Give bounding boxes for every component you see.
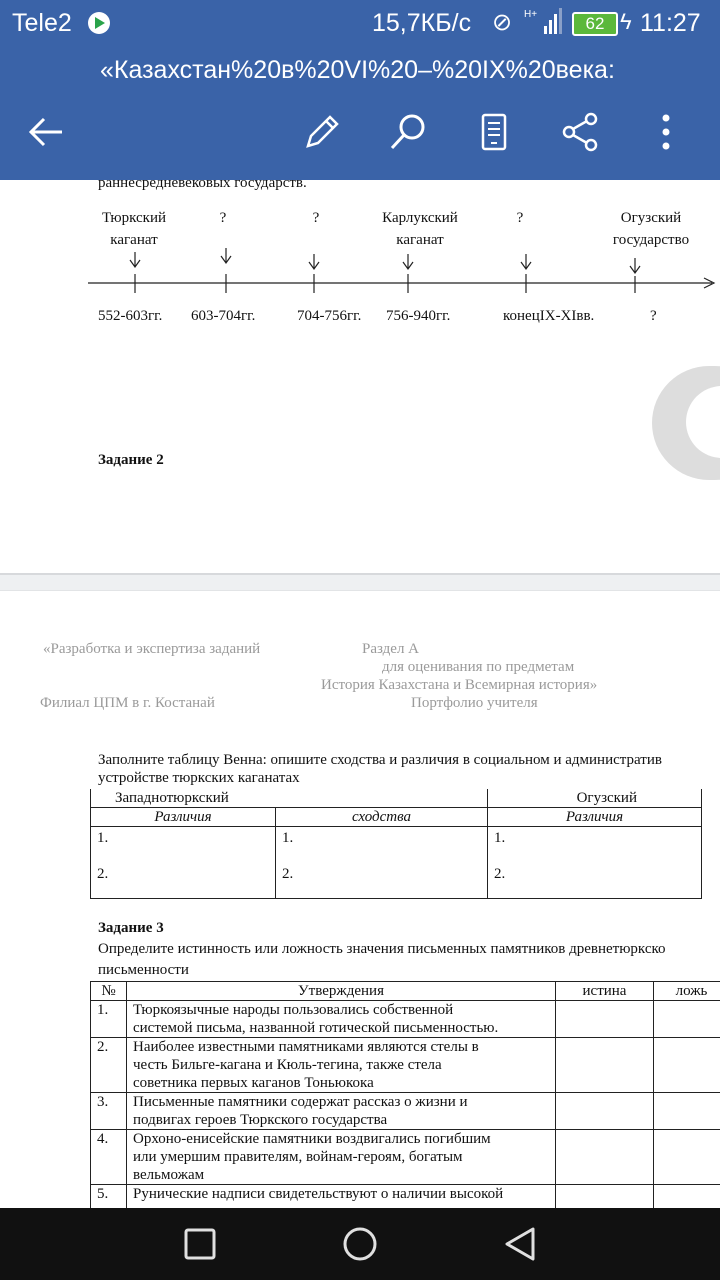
timeline-label: Карлукский каганат bbox=[382, 210, 458, 248]
status-bar bbox=[0, 0, 720, 48]
tf-header: ложь bbox=[654, 982, 720, 1001]
home-circle-icon[interactable] bbox=[340, 1224, 380, 1264]
venn-instructions: Заполните таблицу Венна: опишите сходства и различия в социальном и административ bbox=[98, 752, 662, 768]
back-arrow-icon[interactable] bbox=[24, 110, 68, 154]
true-cell[interactable] bbox=[556, 1093, 654, 1130]
signal-icon bbox=[524, 6, 562, 36]
app-toolbar bbox=[0, 48, 720, 180]
network-speed: 15,7КБ/с bbox=[372, 9, 472, 37]
header-text: Портфолио учителя bbox=[411, 695, 538, 711]
header-text: «Разработка и экспертиза заданий bbox=[43, 641, 261, 657]
true-cell[interactable] bbox=[556, 1130, 654, 1185]
header-text: Раздел А bbox=[362, 641, 420, 657]
document-viewer[interactable] bbox=[0, 180, 720, 1208]
timeline-date: 756-940гг. bbox=[386, 308, 451, 324]
timeline-date: 552-603гг. bbox=[98, 308, 163, 324]
more-vert-icon[interactable] bbox=[644, 110, 688, 154]
header-text: для оценивания по предметам bbox=[382, 659, 575, 675]
venn-cell[interactable]: 1. 2. bbox=[488, 827, 702, 899]
document-title: «Казахстан%20в%20VI%20–%20IX%20века: bbox=[100, 56, 615, 84]
table-row: 3. Письменные памятники содержат рассказ о жизни и подвигах героев Тюркского государства bbox=[91, 1093, 720, 1130]
timeline-label: ? bbox=[219, 210, 227, 226]
recents-square-icon[interactable] bbox=[180, 1224, 220, 1264]
venn-cell[interactable]: 1. 2. bbox=[276, 827, 488, 899]
share-icon[interactable] bbox=[558, 110, 602, 154]
timeline-label: Огузский государство bbox=[612, 210, 690, 248]
venn-col-header: сходства bbox=[276, 808, 488, 827]
table-row: 4. Орхоно-енисейские памятники воздвигались погибшим или умершим правителям, войнам-героям, богатым вельможам bbox=[91, 1130, 720, 1185]
text-fragment: раннесредневековых государств. bbox=[98, 180, 307, 191]
task-3-instructions: письменности bbox=[98, 962, 189, 978]
table-row: 1. Тюркоязычные народы пользовались собственной системой письма, названной готической письменностью. bbox=[91, 1001, 720, 1038]
tf-header: истина bbox=[556, 982, 654, 1001]
venn-right-heading: Огузский bbox=[576, 790, 637, 806]
carrier-name: Tele2 bbox=[12, 9, 72, 37]
venn-left-heading: Западнотюркский bbox=[115, 790, 229, 806]
false-cell[interactable] bbox=[654, 1185, 720, 1209]
true-cell[interactable] bbox=[556, 1001, 654, 1038]
table-row: 2. Наиболее известными памятниками являются стелы в честь Бильге-кагана и Кюль-тегина, также стела советника первых каганов Тоньюкока bbox=[91, 1038, 720, 1093]
floating-scroll-handle[interactable] bbox=[652, 366, 720, 480]
charging-icon: ϟ bbox=[620, 9, 632, 34]
timeline-axis bbox=[0, 240, 720, 300]
play-store-icon bbox=[88, 12, 110, 34]
reading-mode-icon[interactable] bbox=[472, 110, 516, 154]
table-row: 5. Рунические надписи свидетельствуют о наличии высокой bbox=[91, 1185, 720, 1209]
timeline-label: ? bbox=[516, 210, 524, 226]
back-triangle-icon[interactable] bbox=[500, 1224, 540, 1264]
true-cell[interactable] bbox=[556, 1038, 654, 1093]
timeline-date: конецIX-XIвв. bbox=[503, 308, 595, 324]
false-cell[interactable] bbox=[654, 1038, 720, 1093]
timeline-date: 704-756гг. bbox=[297, 308, 362, 324]
venn-instructions: устройстве тюркских каганатах bbox=[98, 770, 300, 786]
task-3-heading: Задание 3 bbox=[98, 920, 164, 936]
tf-header: № bbox=[91, 982, 127, 1001]
true-false-table bbox=[90, 981, 720, 1208]
clock: 11:27 bbox=[640, 9, 701, 37]
header-text: Филиал ЦПМ в г. Костанай bbox=[40, 695, 215, 711]
timeline-date: 603-704гг. bbox=[191, 308, 256, 324]
timeline-date: ? bbox=[650, 308, 657, 324]
true-cell[interactable] bbox=[556, 1185, 654, 1209]
search-icon[interactable] bbox=[386, 110, 430, 154]
venn-cell[interactable]: 1. 2. bbox=[91, 827, 276, 899]
timeline-label: Тюркский каганат bbox=[101, 210, 167, 248]
svg-text:H+: H+ bbox=[524, 9, 538, 20]
edit-pencil-icon[interactable] bbox=[300, 110, 344, 154]
battery-icon: 62 bbox=[572, 12, 618, 36]
task-2-heading: Задание 2 bbox=[98, 452, 164, 468]
system-nav-bar bbox=[0, 1208, 720, 1280]
false-cell[interactable] bbox=[654, 1130, 720, 1185]
venn-col-header: Различия bbox=[91, 808, 276, 827]
venn-table bbox=[90, 789, 702, 899]
header-text: История Казахстана и Всемирная история» bbox=[321, 677, 598, 693]
mute-icon: ⊘ bbox=[492, 9, 513, 36]
false-cell[interactable] bbox=[654, 1001, 720, 1038]
false-cell[interactable] bbox=[654, 1093, 720, 1130]
task-3-instructions: Определите истинность или ложность значения письменных памятников древнетюркско bbox=[98, 941, 666, 957]
venn-col-header: Различия bbox=[488, 808, 702, 827]
page-break bbox=[0, 573, 720, 591]
tf-header: Утверждения bbox=[127, 982, 556, 1001]
timeline-label: ? bbox=[312, 210, 320, 226]
